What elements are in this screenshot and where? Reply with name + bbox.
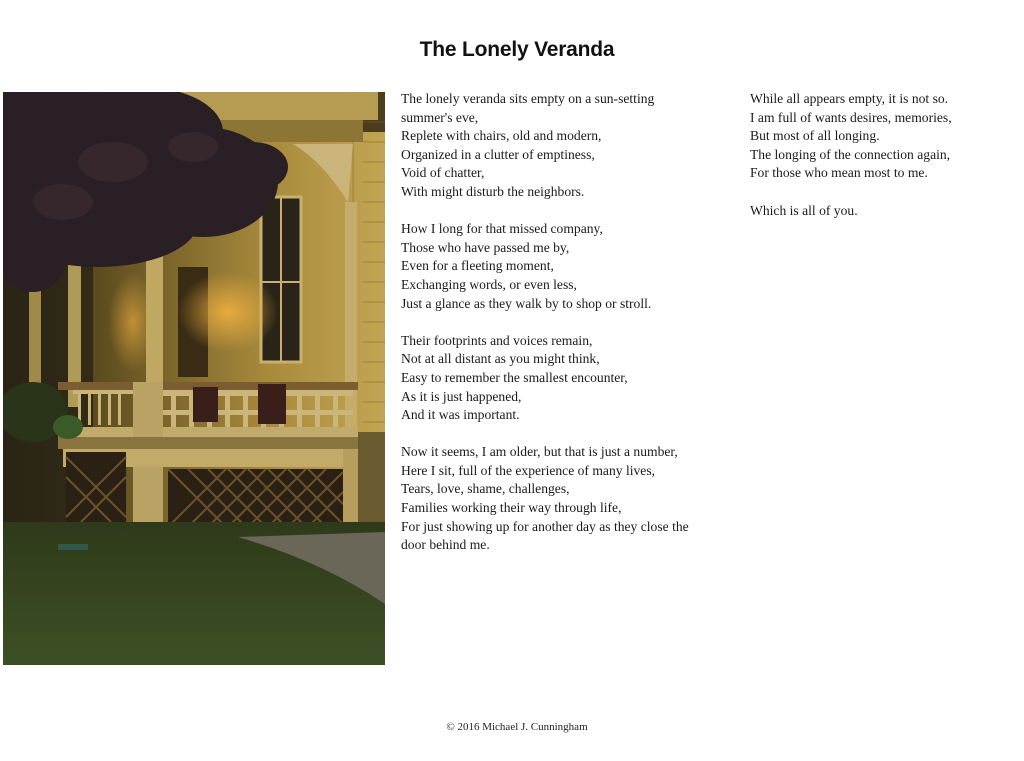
poem-line: Exchanging words, or even less, [401,276,577,292]
stanza [401,332,731,425]
poem-line: For those who mean most to me. [750,165,928,181]
poem-line: door behind me. [401,537,490,553]
poem-line: Families working their way through life, [401,500,622,516]
poem-line: Their footprints and voices remain, [401,332,593,348]
poem-line: Even for a fleeting moment, [401,258,554,274]
poem-line: Replete with chairs, old and modern, [401,128,602,144]
stanza [750,90,990,183]
poem-line: Which is all of you. [750,202,858,218]
poem-line: Just a glance as they walk by to shop or stroll. [401,295,652,311]
veranda-photo [3,92,385,665]
poem-line: How I long for that missed company, [401,221,603,237]
poem-line: For just showing up for another day as they close the [401,518,689,534]
poem-line: The lonely veranda sits empty on a sun-setting [401,91,655,106]
poem-line: Those who have passed me by, [401,239,570,255]
stanza [401,220,731,313]
poem-line: But most of all longing. [750,128,880,144]
poem-line: While all appears empty, it is not so. [750,91,949,106]
stanza [401,90,731,202]
poem-title: The Lonely Veranda [419,38,615,61]
poem-line: The longing of the connection again, [750,146,951,162]
stanza [401,443,731,555]
poem-line: Tears, love, shame, challenges, [401,481,570,497]
poem-column-2 [750,90,990,239]
poem-line: Not at all distant as you might think, [401,351,600,367]
poem-line: I am full of wants desires, memories, [750,109,952,125]
poem-line: summer's eve, [401,109,479,125]
poem-line: Void of chatter, [401,165,485,181]
poem-line: With might disturb the neighbors. [401,183,585,199]
poem-line: Here I sit, full of the experience of many lives, [401,462,656,478]
poem-line: Organized in a clutter of emptiness, [401,146,595,162]
stanza [750,202,990,221]
poem-column-1 [401,90,731,573]
poem-line: Easy to remember the smallest encounter, [401,369,628,385]
veranda-photo-illustration [3,92,385,665]
copyright-footer: © 2016 Michael J. Cunningham [446,721,588,733]
poem-line: As it is just happened, [401,388,522,404]
poem-line: And it was important. [401,407,520,423]
poem-line: Now it seems, I am older, but that is just a number, [401,444,678,460]
